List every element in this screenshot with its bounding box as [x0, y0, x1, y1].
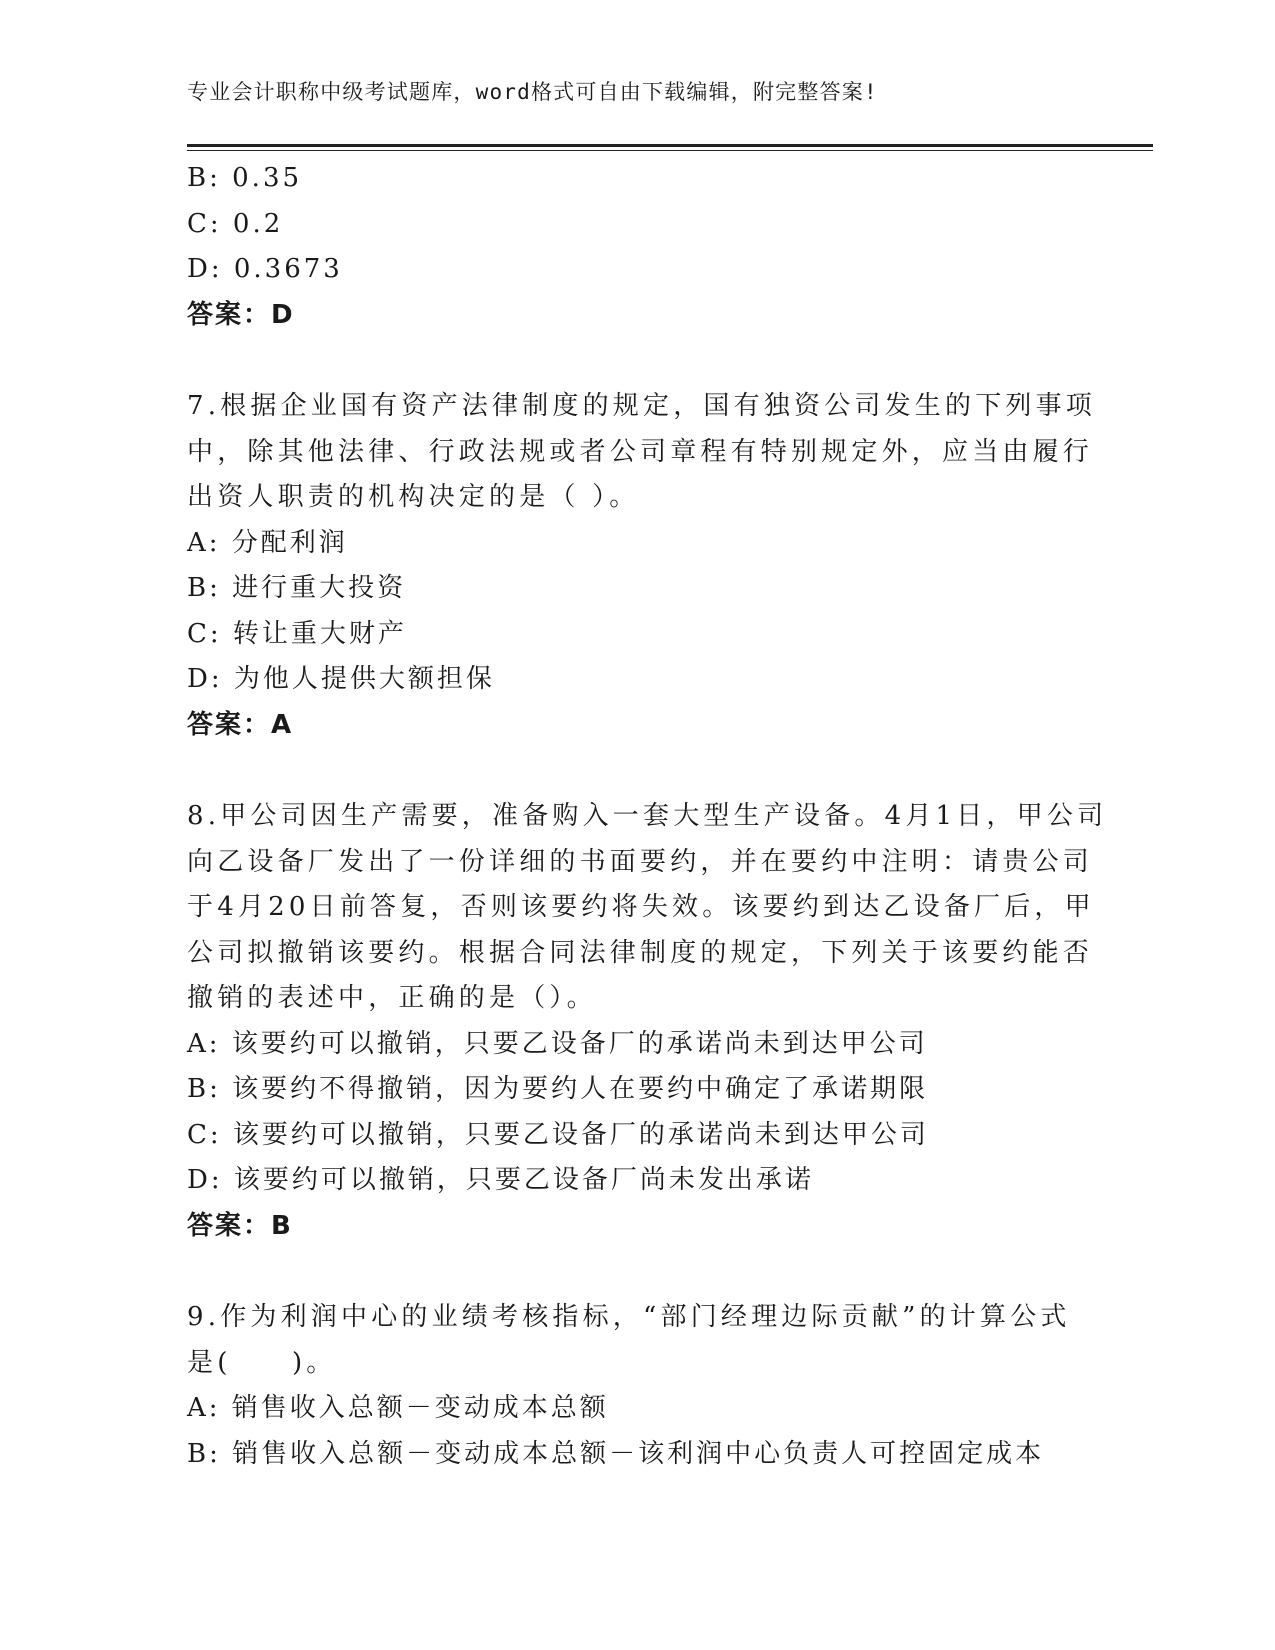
question-stem-line: 7.根据企业国有资产法律制度的规定，国有独资公司发生的下列事项	[187, 391, 1097, 421]
question-content	[187, 156, 1108, 1477]
header-rule-thick	[187, 144, 1153, 147]
page-header: 专业会计职称中级考试题库，word格式可自由下载编辑，附完整答案!	[187, 80, 878, 104]
answer-label: 答案：D	[187, 299, 295, 330]
option-b: B: 销售收入总额－变动成本总额－该利润中心负责人可控固定成本	[187, 1438, 1045, 1469]
question-stem-line: 出资人职责的机构决定的是（ ）。	[187, 482, 640, 512]
option-c: C: 0.2	[187, 208, 284, 239]
question-stem-line: 公司拟撤销该要约。根据合同法律制度的规定，下列关于该要约能否	[187, 937, 1094, 968]
question-stem-line: 向乙设备厂发出了一份详细的书面要约，并在要约中注明：请贵公司	[187, 846, 1094, 877]
option-a: A: 分配利润	[187, 527, 348, 558]
option-c: C: 转让重大财产	[187, 618, 407, 649]
option-d: D: 该要约可以撤销，只要乙设备厂尚未发出承诺	[187, 1165, 814, 1195]
question-stem-line: 于4月20日前答复，否则该要约将失效。该要约到达乙设备厂后，甲	[187, 892, 1095, 922]
question-stem-line: 中，除其他法律、行政法规或者公司章程有特别规定外，应当由履行	[187, 436, 1094, 467]
option-a: A: 该要约可以撤销，只要乙设备厂的承诺尚未到达甲公司	[187, 1028, 928, 1059]
option-a: A: 销售收入总额－变动成本总额	[187, 1393, 609, 1423]
answer-label: 答案：B	[187, 1210, 293, 1241]
question-stem-line: 8.甲公司因生产需要，准备购入一套大型生产设备。4月1日，甲公司	[187, 801, 1108, 831]
option-d: D: 0.3673	[187, 254, 343, 284]
question-stem-line: 9.作为利润中心的业绩考核指标，“部门经理边际贡献”的计算公式	[187, 1302, 1071, 1332]
option-c: C: 该要约可以撤销，只要乙设备厂的承诺尚未到达甲公司	[187, 1119, 929, 1150]
option-d: D: 为他人提供大额担保	[187, 664, 495, 694]
answer-label: 答案：A	[187, 709, 294, 740]
option-b: B: 0.35	[187, 163, 303, 193]
question-stem-line: 是( )。	[187, 1347, 337, 1378]
option-b: B: 该要约不得撤销，因为要约人在要约中确定了承诺期限	[187, 1074, 929, 1104]
option-b: B: 进行重大投资	[187, 573, 407, 603]
question-stem-line: 撤销的表述中，正确的是（）。	[187, 983, 597, 1013]
header-rule-thin	[187, 150, 1153, 151]
